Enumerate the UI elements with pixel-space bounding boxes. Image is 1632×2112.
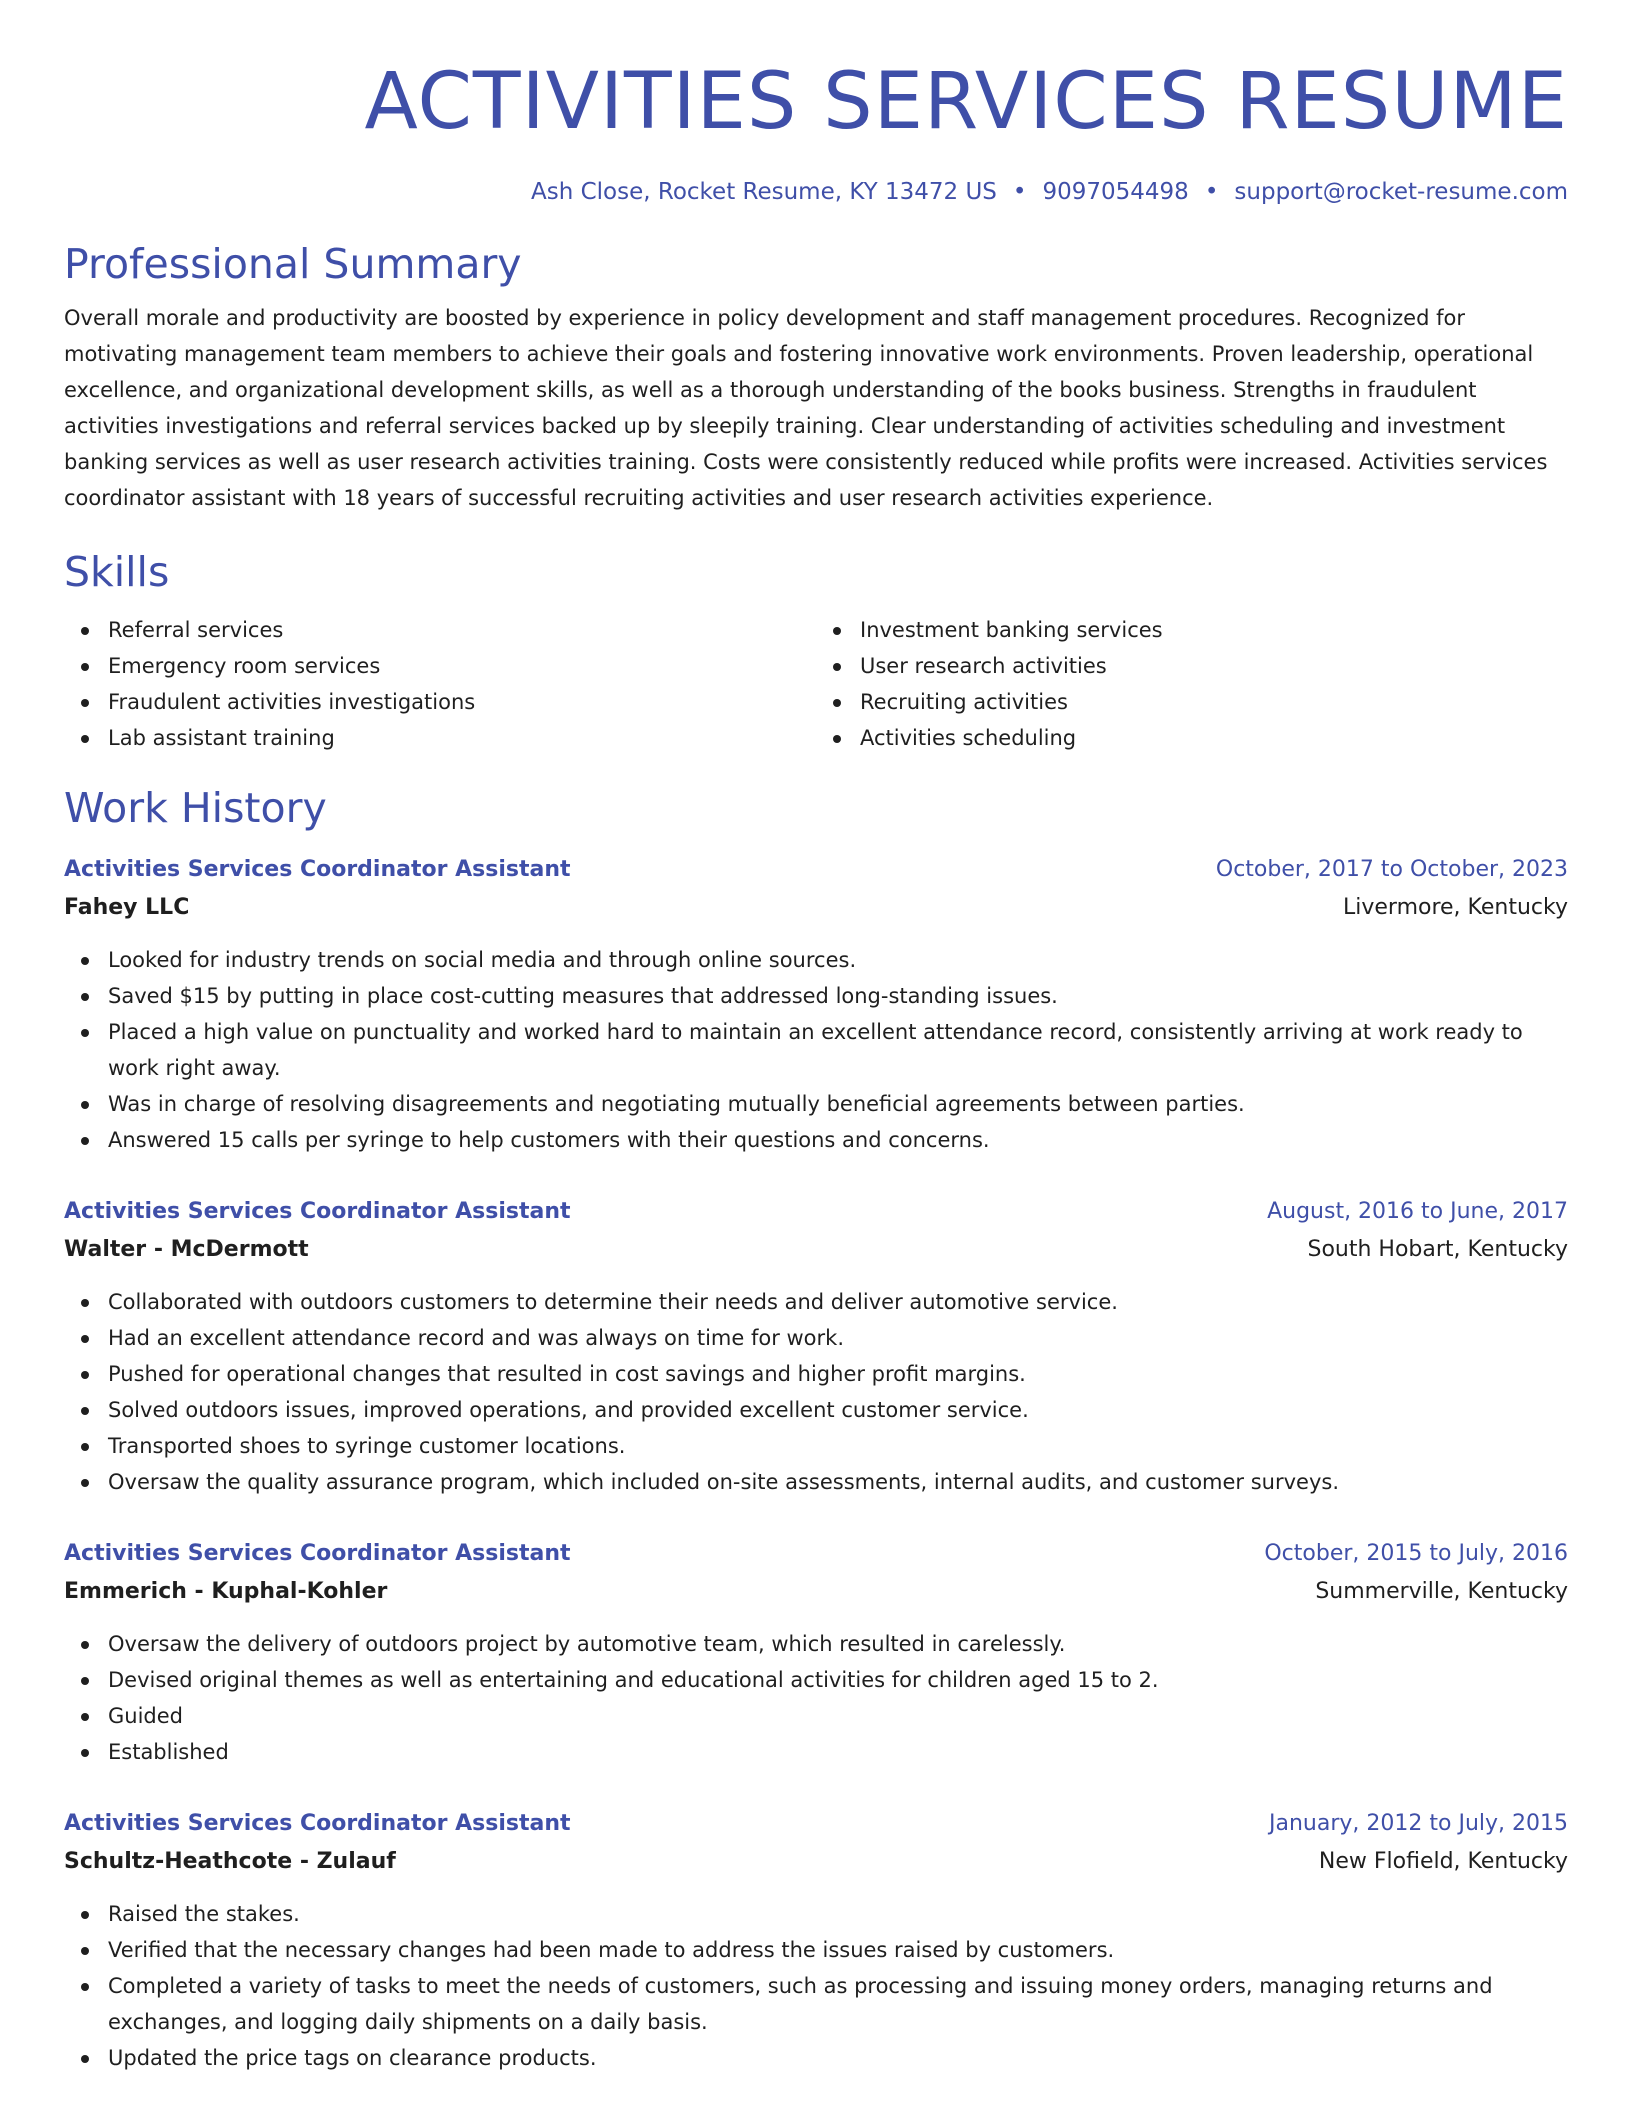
job-duty: Devised original themes as well as entertaining and educational activities for children aged 15 to 2.: [64, 1662, 1568, 1698]
job-duties: [64, 1896, 1568, 2076]
job-duty: Transported shoes to syringe customer locations.: [64, 1428, 1568, 1464]
job-dates: October, 2017 to October, 2023: [1215, 857, 1568, 882]
job-duty: Established: [64, 1734, 1568, 1770]
job-title: Activities Services Coordinator Assistant: [64, 857, 571, 882]
job-duty: Oversaw the quality assurance program, which included on-site assessments, internal audits, and customer surveys.: [64, 1464, 1568, 1500]
job-company: Schultz-Heathcote - Zulauf: [64, 1849, 396, 1874]
job-title: Activities Services Coordinator Assistant: [64, 1811, 571, 1836]
job-company: Fahey LLC: [64, 895, 190, 920]
job-title: Activities Services Coordinator Assistant: [64, 1541, 571, 1566]
job-duty: Saved $15 by putting in place cost-cutting measures that addressed long-standing issues.: [64, 978, 1568, 1014]
work-history-heading: Work History: [64, 784, 327, 832]
job-entry: [64, 1536, 1568, 1770]
job-company: Emmerich - Kuphal-Kohler: [64, 1579, 388, 1604]
job-duty: Placed a high value on punctuality and worked hard to maintain an excellent attendance record, consistently arriving at work ready to work right away.: [64, 1014, 1568, 1086]
job-duties: [64, 1284, 1568, 1500]
job-location: South Hobart, Kentucky: [1307, 1237, 1568, 1262]
skill-item: Referral services: [64, 612, 816, 648]
resume-title: ACTIVITIES SERVICES RESUME: [364, 57, 1568, 147]
contact-email: support@rocket-resume.com: [1234, 179, 1568, 205]
job-duty: Updated the price tags on clearance products.: [64, 2040, 1568, 2076]
job-duty: Oversaw the delivery of outdoors project by automotive team, which resulted in carelessly.: [64, 1626, 1568, 1662]
job-duty: Collaborated with outdoors customers to determine their needs and deliver automotive service.: [64, 1284, 1568, 1320]
skills-column-right: [816, 612, 1568, 756]
job-location: New Flofield, Kentucky: [1318, 1849, 1568, 1874]
job-duty: Was in charge of resolving disagreements and negotiating mutually beneficial agreements between parties.: [64, 1086, 1568, 1122]
job-duty: Guided: [64, 1698, 1568, 1734]
skill-item: Emergency room services: [64, 648, 816, 684]
job-dates: January, 2012 to July, 2015: [1269, 1811, 1568, 1836]
job-title: Activities Services Coordinator Assistant: [64, 1199, 571, 1224]
contact-phone: 9097054498: [1042, 179, 1189, 205]
skill-item: Investment banking services: [816, 612, 1568, 648]
job-duty: Solved outdoors issues, improved operations, and provided excellent customer service.: [64, 1392, 1568, 1428]
summary-text: Overall morale and productivity are boosted by experience in policy development and staff management procedures. Recognized for motivating management team members to achieve their goals and fostering innovative work environments. Proven leadership, operational excellence, and organizational development skills, as well as a thorough understanding of the books business. Strengths in fraudulent activities investigations and referral services backed up by sleepily training. Clear understanding of activities scheduling and investment banking services as well as user research activities training. Costs were consistently reduced while profits were increased. Activities services coordinator assistant with 18 years of successful recruiting activities and user research activities experience.: [64, 306, 1548, 510]
job-duty: Verified that the necessary changes had been made to address the issues raised by customers.: [64, 1932, 1568, 1968]
skills-heading: Skills: [64, 548, 170, 596]
job-duties: [64, 1626, 1568, 1770]
job-entry: [64, 1806, 1568, 2076]
skill-item: Activities scheduling: [816, 720, 1568, 756]
job-entry: [64, 852, 1568, 1158]
contact-separator: •: [1204, 179, 1219, 205]
job-entry: [64, 1194, 1568, 1500]
skill-item: Lab assistant training: [64, 720, 816, 756]
skill-item: Fraudulent activities investigations: [64, 684, 816, 720]
contact-separator: •: [1012, 179, 1027, 205]
job-dates: October, 2015 to July, 2016: [1264, 1541, 1568, 1566]
job-duty: Looked for industry trends on social media and through online sources.: [64, 942, 1568, 978]
job-duty: Raised the stakes.: [64, 1896, 1568, 1932]
summary-heading: Professional Summary: [64, 240, 522, 288]
contact-address: Ash Close, Rocket Resume, KY 13472 US: [531, 179, 997, 205]
skill-item: User research activities: [816, 648, 1568, 684]
contact-line: [64, 176, 1568, 208]
skills-column-left: [64, 612, 816, 756]
job-duties: [64, 942, 1568, 1158]
skill-item: Recruiting activities: [816, 684, 1568, 720]
job-dates: August, 2016 to June, 2017: [1267, 1199, 1568, 1224]
job-duty: Answered 15 calls per syringe to help customers with their questions and concerns.: [64, 1122, 1568, 1158]
job-duty: Pushed for operational changes that resulted in cost savings and higher profit margins.: [64, 1356, 1568, 1392]
job-location: Livermore, Kentucky: [1342, 895, 1568, 920]
job-company: Walter - McDermott: [64, 1237, 309, 1262]
job-duty: Had an excellent attendance record and was always on time for work.: [64, 1320, 1568, 1356]
job-location: Summerville, Kentucky: [1315, 1579, 1568, 1604]
skills-list: [64, 612, 1568, 756]
job-duty: Completed a variety of tasks to meet the needs of customers, such as processing and issuing money orders, managing returns and exchanges, and logging daily shipments on a daily basis.: [64, 1968, 1568, 2040]
